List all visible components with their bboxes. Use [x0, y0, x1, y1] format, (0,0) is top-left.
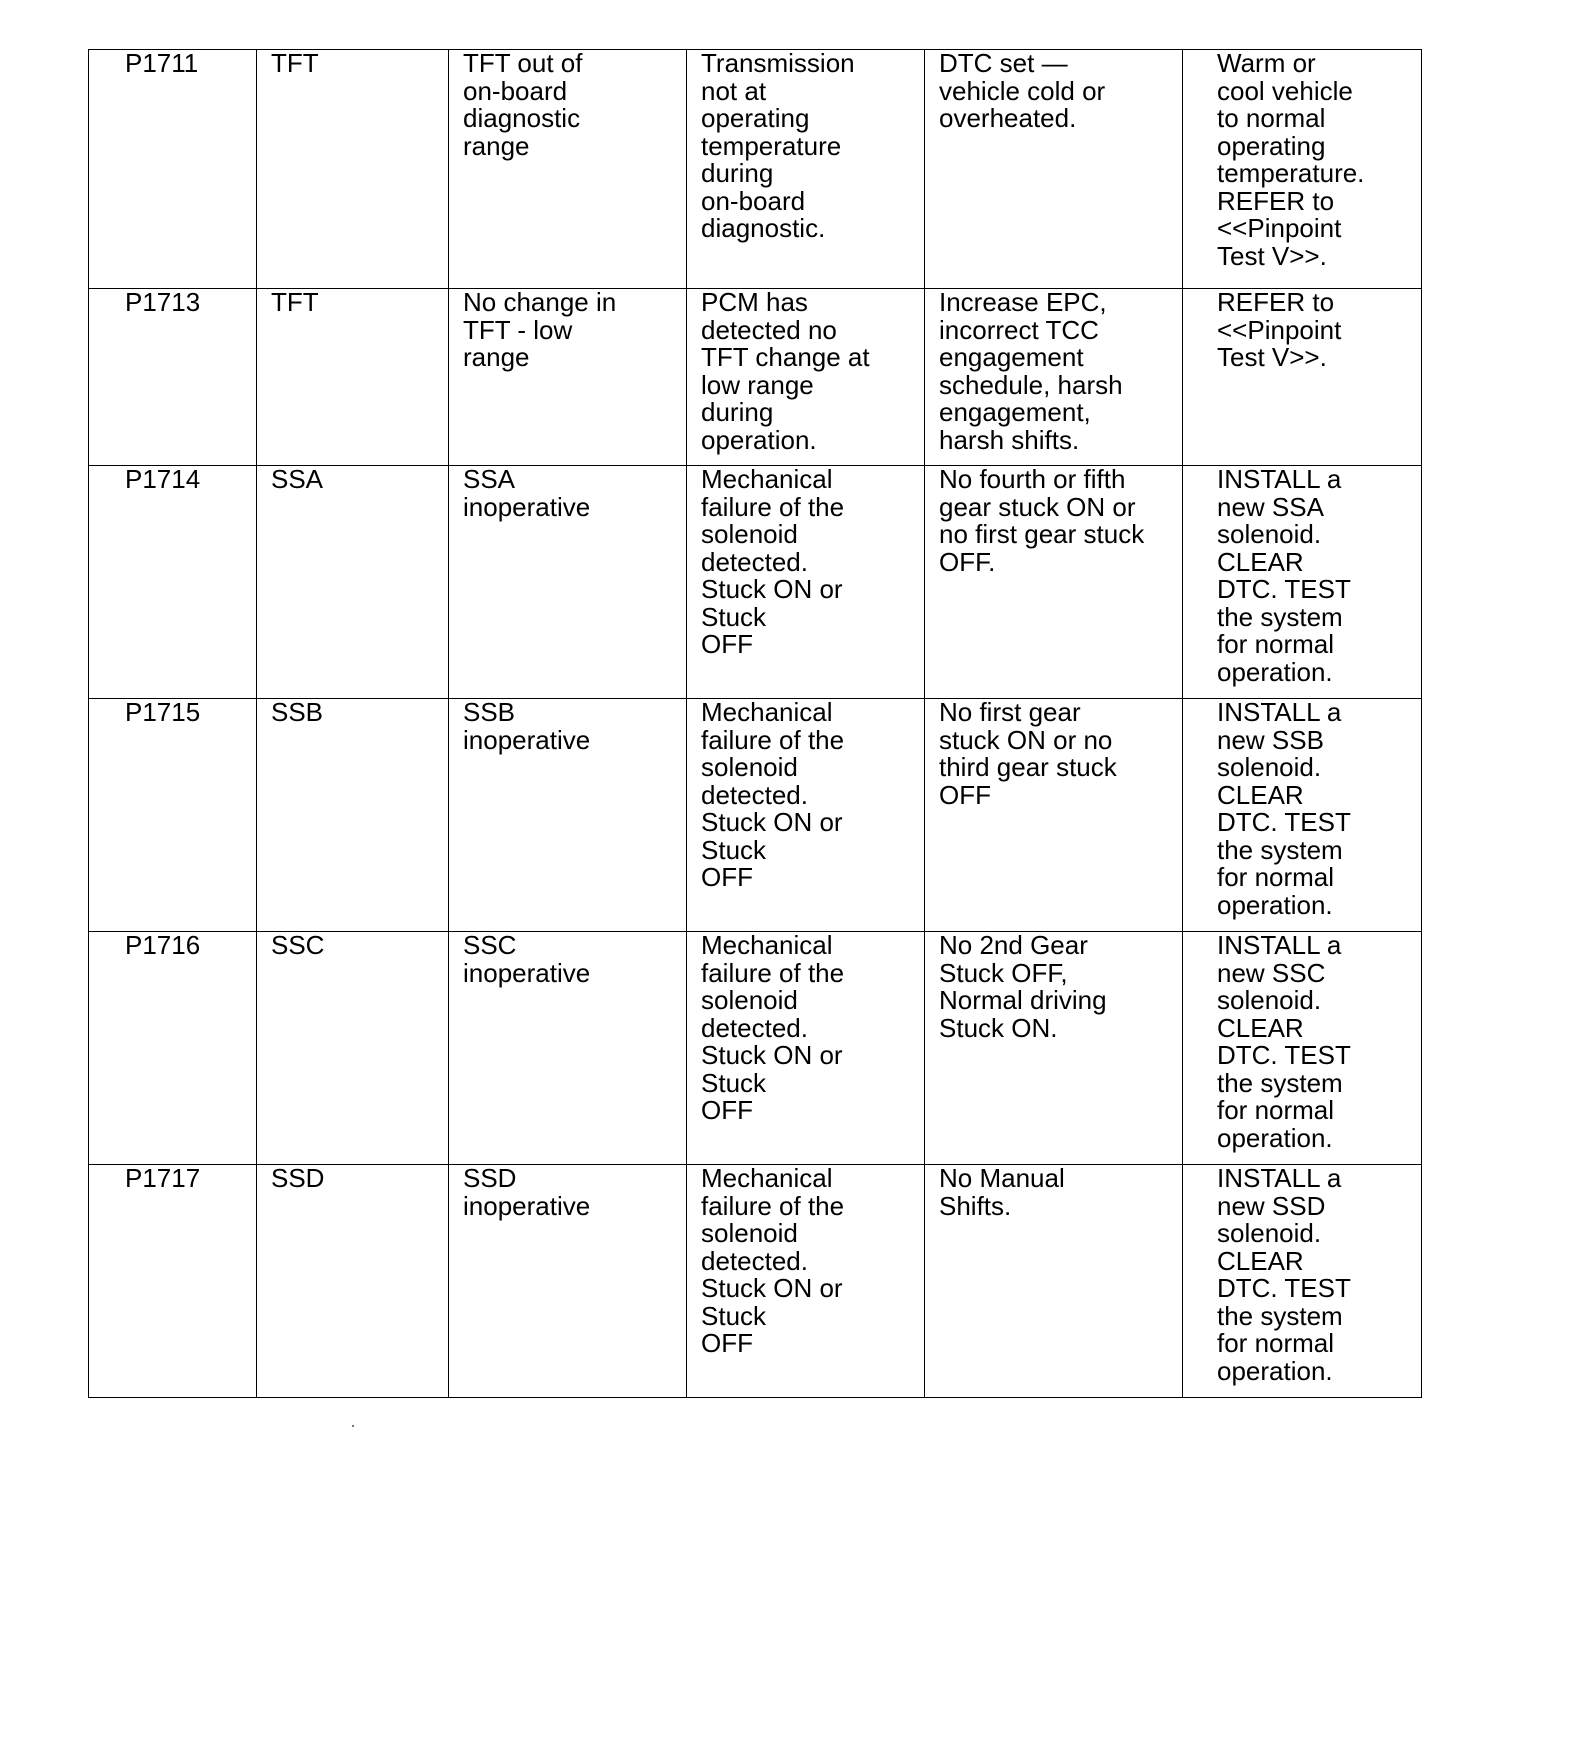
table-row [89, 466, 1422, 699]
action-cell: REFER to <<Pinpoint Test V>>. [1183, 289, 1422, 466]
table-row [89, 289, 1422, 466]
action-cell: INSTALL a new SSB solenoid. CLEAR DTC. TEST the system for normal operation. [1183, 699, 1422, 932]
component-cell: TFT [257, 289, 449, 466]
description-cell: TFT out of on-board diagnostic range [449, 50, 687, 289]
symptom-cell: No fourth or fifth gear stuck ON or no first gear stuck OFF. [925, 466, 1183, 699]
table-row [89, 699, 1422, 932]
action-cell: Warm or cool vehicle to normal operating temperature. REFER to <<Pinpoint Test V>>. [1183, 50, 1422, 289]
component-cell: SSC [257, 932, 449, 1165]
component-cell: SSD [257, 1165, 449, 1398]
symptom-cell: DTC set — vehicle cold or overheated. [925, 50, 1183, 289]
component-cell: SSB [257, 699, 449, 932]
condition-cell: PCM has detected no TFT change at low range during operation. [687, 289, 925, 466]
description-cell: SSD inoperative [449, 1165, 687, 1398]
dtc-code-cell: P1715 [89, 699, 257, 932]
condition-cell: Mechanical failure of the solenoid detected. Stuck ON or Stuck OFF [687, 1165, 925, 1398]
scan-speck [352, 1425, 354, 1427]
condition-cell: Mechanical failure of the solenoid detected. Stuck ON or Stuck OFF [687, 699, 925, 932]
description-cell: SSC inoperative [449, 932, 687, 1165]
action-cell: INSTALL a new SSD solenoid. CLEAR DTC. TEST the system for normal operation. [1183, 1165, 1422, 1398]
dtc-code-cell: P1717 [89, 1165, 257, 1398]
action-cell: INSTALL a new SSC solenoid. CLEAR DTC. TEST the system for normal operation. [1183, 932, 1422, 1165]
table-row [89, 1165, 1422, 1398]
component-cell: SSA [257, 466, 449, 699]
description-cell: SSA inoperative [449, 466, 687, 699]
symptom-cell: No Manual Shifts. [925, 1165, 1183, 1398]
dtc-code-cell: P1713 [89, 289, 257, 466]
action-cell: INSTALL a new SSA solenoid. CLEAR DTC. TEST the system for normal operation. [1183, 466, 1422, 699]
description-cell: SSB inoperative [449, 699, 687, 932]
table-row [89, 50, 1422, 289]
component-cell: TFT [257, 50, 449, 289]
table-row [89, 932, 1422, 1165]
dtc-code-cell: P1714 [89, 466, 257, 699]
dtc-table [88, 49, 1422, 1398]
condition-cell: Transmission not at operating temperature during on-board diagnostic. [687, 50, 925, 289]
description-cell: No change in TFT - low range [449, 289, 687, 466]
symptom-cell: Increase EPC, incorrect TCC engagement schedule, harsh engagement, harsh shifts. [925, 289, 1183, 466]
condition-cell: Mechanical failure of the solenoid detected. Stuck ON or Stuck OFF [687, 932, 925, 1165]
dtc-code-cell: P1716 [89, 932, 257, 1165]
condition-cell: Mechanical failure of the solenoid detected. Stuck ON or Stuck OFF [687, 466, 925, 699]
dtc-code-cell: P1711 [89, 50, 257, 289]
symptom-cell: No first gear stuck ON or no third gear stuck OFF [925, 699, 1183, 932]
symptom-cell: No 2nd Gear Stuck OFF, Normal driving Stuck ON. [925, 932, 1183, 1165]
